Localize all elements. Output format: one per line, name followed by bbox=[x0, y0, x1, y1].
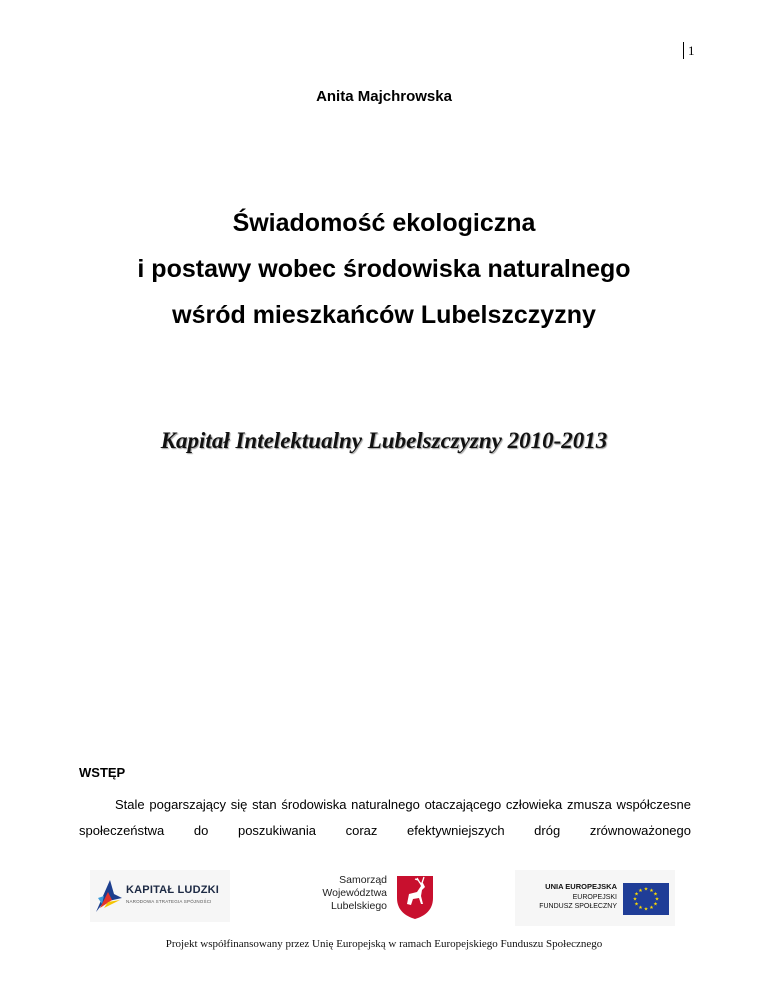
svg-text:★: ★ bbox=[654, 896, 660, 903]
svg-text:★: ★ bbox=[649, 888, 654, 894]
project-subtitle: Kapitał Intelektualny Lubelszczyzny 2010-2013 bbox=[160, 428, 608, 453]
lublin-deer-shield-icon bbox=[395, 874, 435, 920]
svg-text:★: ★ bbox=[643, 906, 649, 913]
unia-line-1: UNIA EUROPEJSKA bbox=[545, 882, 617, 891]
svg-text:★: ★ bbox=[643, 886, 649, 893]
title-line-3: wśród mieszkańców Lubelszczyzny bbox=[172, 301, 596, 329]
unia-line-2: EUROPEJSKI bbox=[572, 893, 617, 901]
svg-text:★: ★ bbox=[653, 891, 658, 898]
unia-text bbox=[517, 882, 617, 912]
page-number: 1 bbox=[683, 42, 695, 59]
eu-flag-icon bbox=[623, 883, 669, 915]
unia-europejska-logo bbox=[515, 870, 675, 926]
samorzad-logo bbox=[315, 870, 445, 926]
author-name: Anita Majchrowska bbox=[316, 88, 452, 105]
kapital-ludzki-icon bbox=[94, 878, 124, 914]
svg-text:★: ★ bbox=[632, 896, 638, 903]
intro-paragraph: Stale pogarszający się stan środowiska naturalnego otaczającego człowieka zmusza współczesne społeczeństwa do poszukiwania coraz efektywniejszych dróg zrównoważonego bbox=[79, 797, 691, 838]
unia-line-3: FUNDUSZ SPOŁECZNY bbox=[539, 903, 617, 910]
title-line-2: i postawy wobec środowiska naturalnego bbox=[137, 255, 631, 283]
footer-funding-note: Projekt współfinansowany przez Unię Europejską w ramach Europejskiego Funduszu Społecznego bbox=[165, 938, 603, 950]
svg-text:★: ★ bbox=[638, 905, 643, 911]
svg-text:★: ★ bbox=[638, 888, 643, 894]
sponsor-logos bbox=[0, 862, 768, 932]
kapital-ludzki-logo bbox=[90, 870, 230, 922]
samorzad-line-1: Samorząd bbox=[339, 874, 387, 886]
svg-text:★: ★ bbox=[649, 905, 654, 911]
samorzad-line-2: Województwa bbox=[322, 887, 387, 899]
svg-text:★: ★ bbox=[634, 901, 639, 908]
document-title bbox=[0, 200, 768, 338]
kapital-ludzki-name: KAPITAŁ LUDZKI bbox=[126, 884, 220, 896]
title-line-1: Świadomość ekologiczna bbox=[232, 209, 536, 237]
kapital-ludzki-tagline: NARODOWA STRATEGIA SPÓJNOŚCI bbox=[126, 899, 212, 904]
svg-text:★: ★ bbox=[653, 901, 658, 908]
svg-text:★: ★ bbox=[634, 891, 639, 898]
samorzad-line-3: Lubelskiego bbox=[330, 900, 387, 912]
samorzad-text bbox=[322, 874, 387, 913]
section-heading: WSTĘP bbox=[79, 765, 126, 780]
